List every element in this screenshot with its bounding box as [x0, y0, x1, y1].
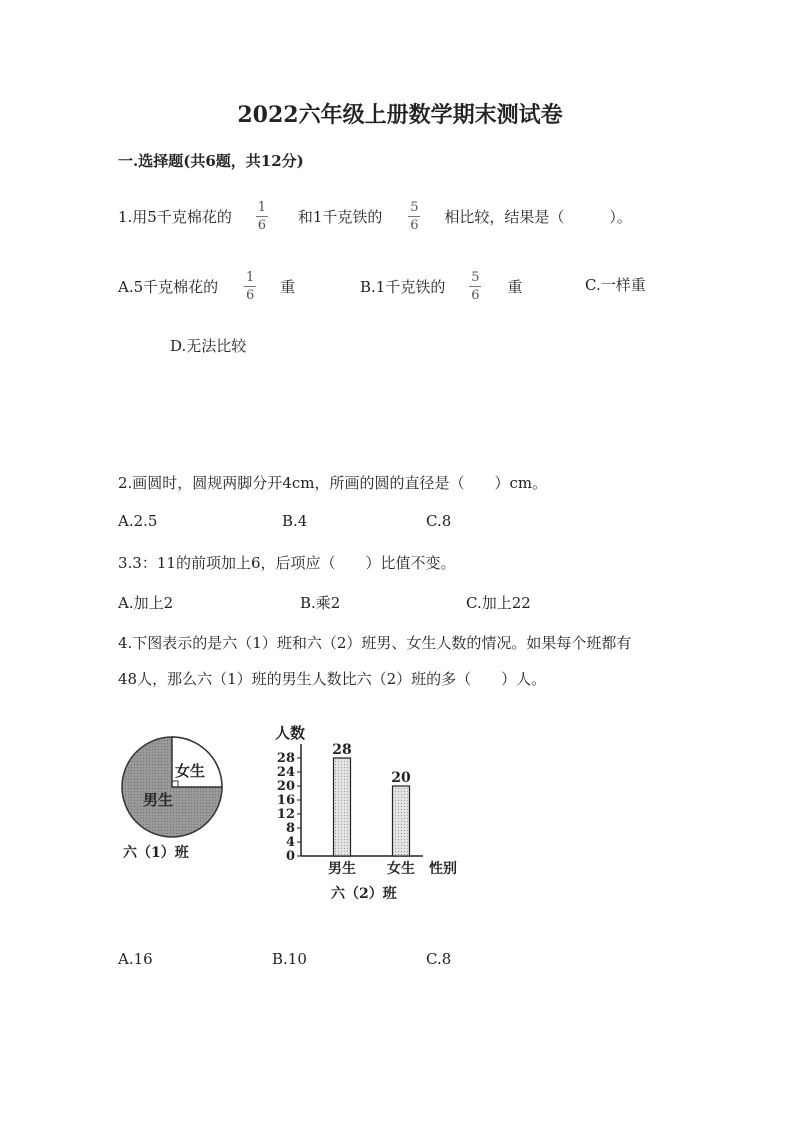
q1-option-d: D.无法比较	[170, 337, 247, 355]
q2-option-a: A.2.5	[118, 512, 158, 530]
q2-option-b: B.4	[282, 512, 308, 530]
x-category-label: 女生	[387, 861, 415, 877]
y-tick-label: 4	[285, 835, 295, 850]
fraction-numerator: 1	[246, 270, 255, 285]
y-tick-label: 16	[276, 793, 295, 808]
option-a-fraction	[244, 270, 256, 303]
q4-option-c: C.8	[426, 950, 452, 968]
q3-option-c: C.加上22	[466, 594, 531, 612]
q3-option-a: A.加上2	[118, 594, 174, 612]
option-a-text: A.5千克棉花的	[118, 278, 219, 296]
y-tick-label: 20	[276, 779, 295, 794]
option-b-text: B.1千克铁的	[360, 278, 446, 296]
q4-option-b: B.10	[272, 950, 307, 968]
pie-chart-class-1	[115, 730, 240, 870]
x-axis-label: 性别	[429, 861, 457, 877]
pie-caption: 六（1）班	[123, 845, 189, 861]
bar-value-label: 28	[332, 742, 352, 758]
bar-female	[393, 786, 410, 856]
page-title: 2022六年级上册数学期末测试卷	[237, 102, 563, 128]
option-a-suffix: 重	[280, 278, 296, 296]
q1-option-a	[118, 270, 295, 303]
question-4-line-2: 48人，那么六（1）班的男生人数比六（2）班的多（ ）人。	[118, 670, 547, 688]
bar-male	[334, 758, 351, 856]
fraction-denominator: 6	[257, 218, 266, 233]
q1-text-mid: 和1千克铁的	[297, 208, 383, 226]
q1-option-b	[360, 270, 522, 303]
question-4-line-1: 4.下图表示的是六（1）班和六（2）班男、女生人数的情况。如果每个班都有	[118, 634, 632, 652]
question-3: 3.3：11的前项加上6，后项应（ ）比值不变。	[118, 554, 456, 572]
fraction-numerator: 1	[257, 200, 266, 215]
fraction-denominator: 6	[246, 288, 255, 303]
fraction-numerator: 5	[471, 270, 480, 285]
bar-chart-class-2	[265, 718, 485, 908]
y-tick-label: 12	[276, 807, 295, 822]
q1-text-post: 相比较，结果是（ ）。	[444, 208, 632, 226]
x-category-label: 男生	[328, 861, 356, 877]
q1-text-pre: 1.用5千克棉花的	[118, 208, 232, 226]
option-b-suffix: 重	[507, 278, 523, 296]
option-b-fraction	[469, 270, 481, 303]
y-axis-label: 人数	[275, 724, 306, 742]
q2-option-c: C.8	[426, 512, 452, 530]
question-1	[118, 200, 632, 233]
section-heading: 一.选择题(共6题，共12分)	[118, 152, 304, 170]
q1-option-c: C.一样重	[585, 276, 646, 294]
y-tick-label: 8	[285, 821, 295, 836]
fraction-denominator: 6	[471, 288, 480, 303]
q1-fraction-1	[256, 200, 268, 233]
bar-chart-caption: 六（2）班	[331, 886, 397, 902]
q1-fraction-2	[408, 200, 420, 233]
fraction-denominator: 6	[410, 218, 419, 233]
pie-male-label: 男生	[143, 791, 174, 809]
y-tick-label: 28	[276, 751, 295, 766]
pie-female-label: 女生	[175, 762, 206, 780]
y-tick-label: 24	[276, 765, 295, 780]
fraction-numerator: 5	[410, 200, 419, 215]
bar-value-label: 20	[391, 770, 411, 786]
y-ticks	[277, 751, 301, 864]
q4-option-a: A.16	[118, 950, 153, 968]
y-tick-label: 0	[285, 849, 295, 864]
q3-option-b: B.乘2	[300, 594, 341, 612]
question-2: 2.画圆时，圆规两脚分开4cm，所画的圆的直径是（ ）cm。	[118, 474, 548, 492]
